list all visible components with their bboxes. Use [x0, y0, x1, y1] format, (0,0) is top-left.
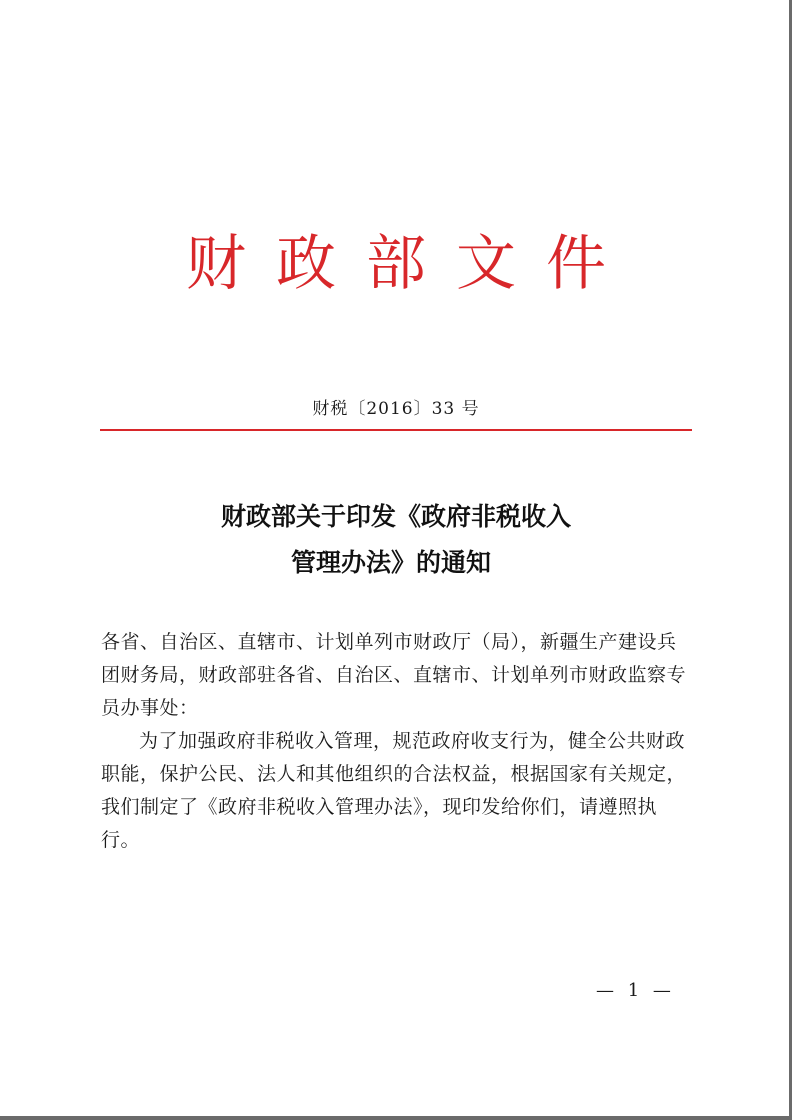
- red-divider-line: [100, 429, 692, 431]
- document-title-line1: 财政部关于印发《政府非税收入: [220, 502, 571, 531]
- masthead-title: 财政部文件: [186, 229, 636, 299]
- page-number: — 1 —: [596, 980, 675, 1001]
- document-title-line2: 管理办法》的通知: [290, 548, 491, 577]
- document-title: [0, 494, 792, 586]
- document-number: 财税〔2016〕33 号: [312, 399, 480, 419]
- salutation: 各省、自治区、直辖市、计划单列市财政厅（局），新疆生产建设兵团财务局，财政部驻各省、自治区、直辖市、计划单列市财政监察专员办事处：: [101, 631, 687, 719]
- body-paragraph: 为了加强政府非税收入管理，规范政府收支行为，健全公共财政职能，保护公民、法人和其他组织的合法权益，根据国家有关规定，我们制定了《政府非税收入管理办法》，现印发给你们，请遵照执行。: [101, 730, 687, 851]
- document-body: [101, 626, 691, 857]
